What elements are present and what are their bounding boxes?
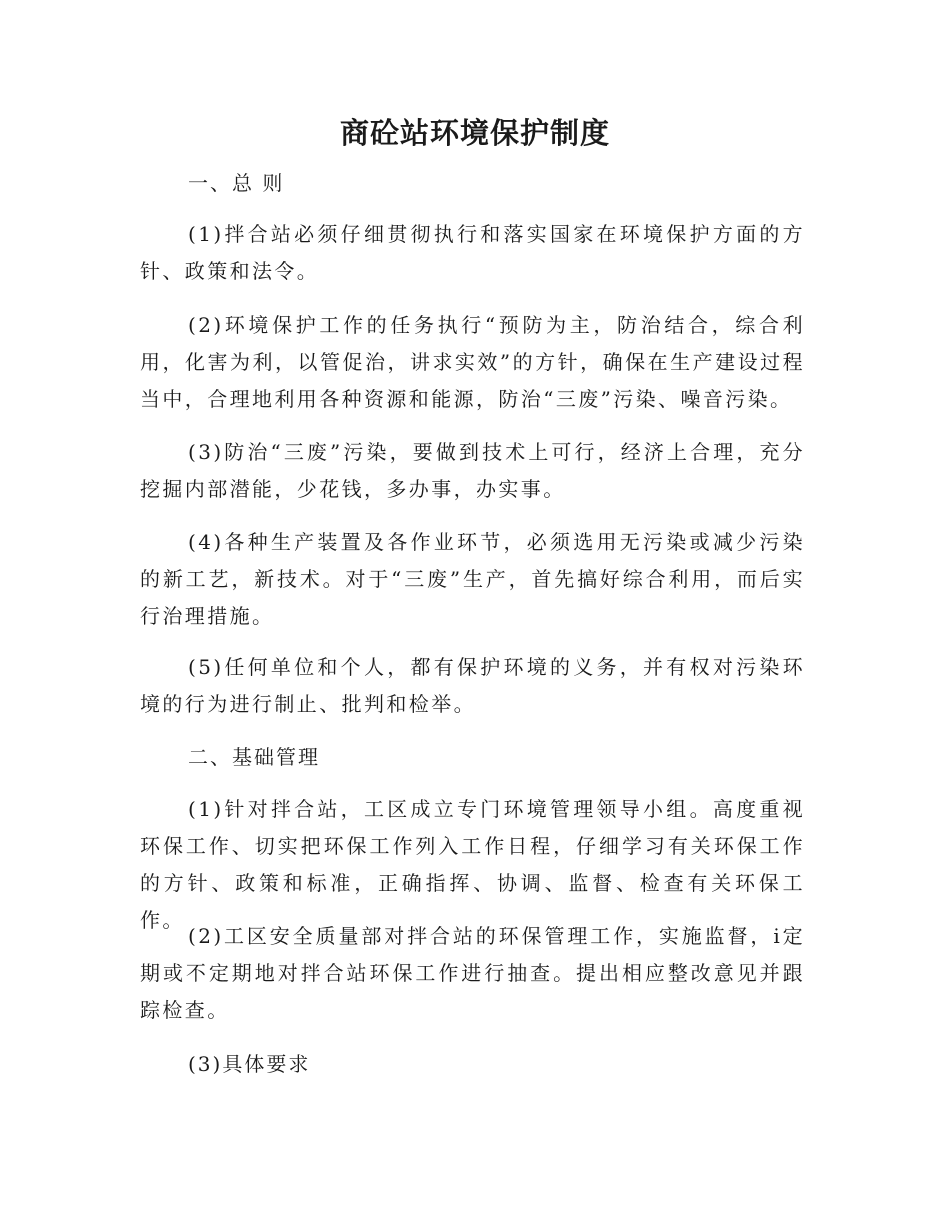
sub-heading-requirements: (3)具体要求 [188,1052,311,1076]
paragraph-1-3: (3)防治“三废”污染，要做到技术上可行，经济上合理，充分挖掘内部潜能，少花钱，多办事，办实事。 [140,440,805,501]
paragraph-1-1: (1)拌合站必须仔细贯彻执行和落实国家在环境保护方面的方针、政策和法令。 [140,222,805,283]
paragraph-1-5: (5)任何单位和个人，都有保护环境的义务，并有权对污染环境的行为进行制止、批判和检举。 [140,655,805,716]
document-title: 商砼站环境保护制度 [339,116,610,150]
paragraph-1-2: (2)环境保护工作的任务执行“预防为主，防治结合，综合利用，化害为利，以管促治，讲求实效”的方针，确保在生产建设过程当中，合理地利用各种资源和能源，防治“三废”污染、噪音污染。 [140,313,805,411]
section-heading-basic-management: 二、基础管理 [188,745,320,769]
paragraph-2-1: (1)针对拌合站，工区成立专门环境管理领导小组。高度重视环保工作、切实把环保工作列入工作日程，仔细学习有关环保工作的方针、政策和标准，正确指挥、协调、监督、检查有关环保工作。 [140,797,805,932]
paragraph-1-4: (4)各种生产装置及各作业环节，必须选用无污染或减少污染的新工艺，新技术。对于“三废”生产，首先搞好综合利用，而后实行治理措施。 [140,530,805,628]
section-heading-general: 一、总 则 [188,171,285,195]
paragraph-2-2: (2)工区安全质量部对拌合站的环保管理工作，实施监督，i定期或不定期地对拌合站环保工作进行抽查。提出相应整改意见并跟踪检查。 [140,924,805,1022]
